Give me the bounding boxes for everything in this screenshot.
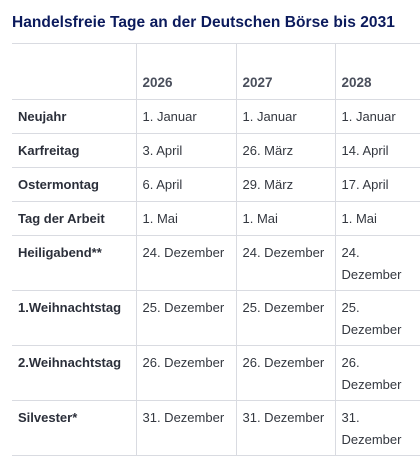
- holiday-date: 31. Dezember: [236, 400, 335, 455]
- holiday-date: 26. Dezember: [136, 345, 236, 400]
- holiday-date: 1. Januar: [236, 99, 335, 133]
- holiday-date: 31. Dezember: [335, 400, 420, 455]
- holiday-date: 1. Januar: [136, 99, 236, 133]
- table-row: [12, 201, 420, 235]
- holiday-name: Ostermontag: [12, 167, 136, 201]
- holiday-date: 25. Dezember: [136, 290, 236, 345]
- table-row: [12, 167, 420, 201]
- holiday-date: 29. März: [236, 167, 335, 201]
- table-row: [12, 133, 420, 167]
- holiday-table: [12, 44, 420, 456]
- holiday-date: 25. Dezember: [236, 290, 335, 345]
- holiday-date: 17. April: [335, 167, 420, 201]
- holiday-date: 26. Dezember: [335, 345, 420, 400]
- holiday-name: Silvester*: [12, 400, 136, 455]
- holiday-date: 1. Mai: [335, 201, 420, 235]
- holiday-date: 14. April: [335, 133, 420, 167]
- holiday-date: 25. Dezember: [335, 290, 420, 345]
- holiday-name: Heiligabend**: [12, 235, 136, 290]
- holiday-date: 31. Dezember: [136, 400, 236, 455]
- holiday-date: 1. Januar: [335, 99, 420, 133]
- holiday-name: Neujahr: [12, 99, 136, 133]
- page-title: Handelsfreie Tage an der Deutschen Börse bis 2031: [12, 14, 395, 31]
- column-header-holiday: [12, 44, 136, 99]
- holiday-name: Karfreitag: [12, 133, 136, 167]
- holiday-date: 24. Dezember: [335, 235, 420, 290]
- holiday-date: 3. April: [136, 133, 236, 167]
- holiday-date: 1. Mai: [136, 201, 236, 235]
- table-row: [12, 290, 420, 345]
- column-header-2027: 2027: [236, 44, 335, 99]
- table-header-row: [12, 44, 420, 99]
- table-row: [12, 400, 420, 455]
- table-row: [12, 345, 420, 400]
- holiday-date: 26. März: [236, 133, 335, 167]
- column-header-2026: 2026: [136, 44, 236, 99]
- holiday-date: 24. Dezember: [236, 235, 335, 290]
- holiday-name: 2.Weihnachtstag: [12, 345, 136, 400]
- holiday-date: 24. Dezember: [136, 235, 236, 290]
- holiday-date: 26. Dezember: [236, 345, 335, 400]
- table-row: [12, 235, 420, 290]
- holiday-name: 1.Weihnachtstag: [12, 290, 136, 345]
- holiday-name: Tag der Arbeit: [12, 201, 136, 235]
- holiday-date: 6. April: [136, 167, 236, 201]
- holiday-date: 1. Mai: [236, 201, 335, 235]
- table-row: [12, 99, 420, 133]
- column-header-2028: 2028: [335, 44, 420, 99]
